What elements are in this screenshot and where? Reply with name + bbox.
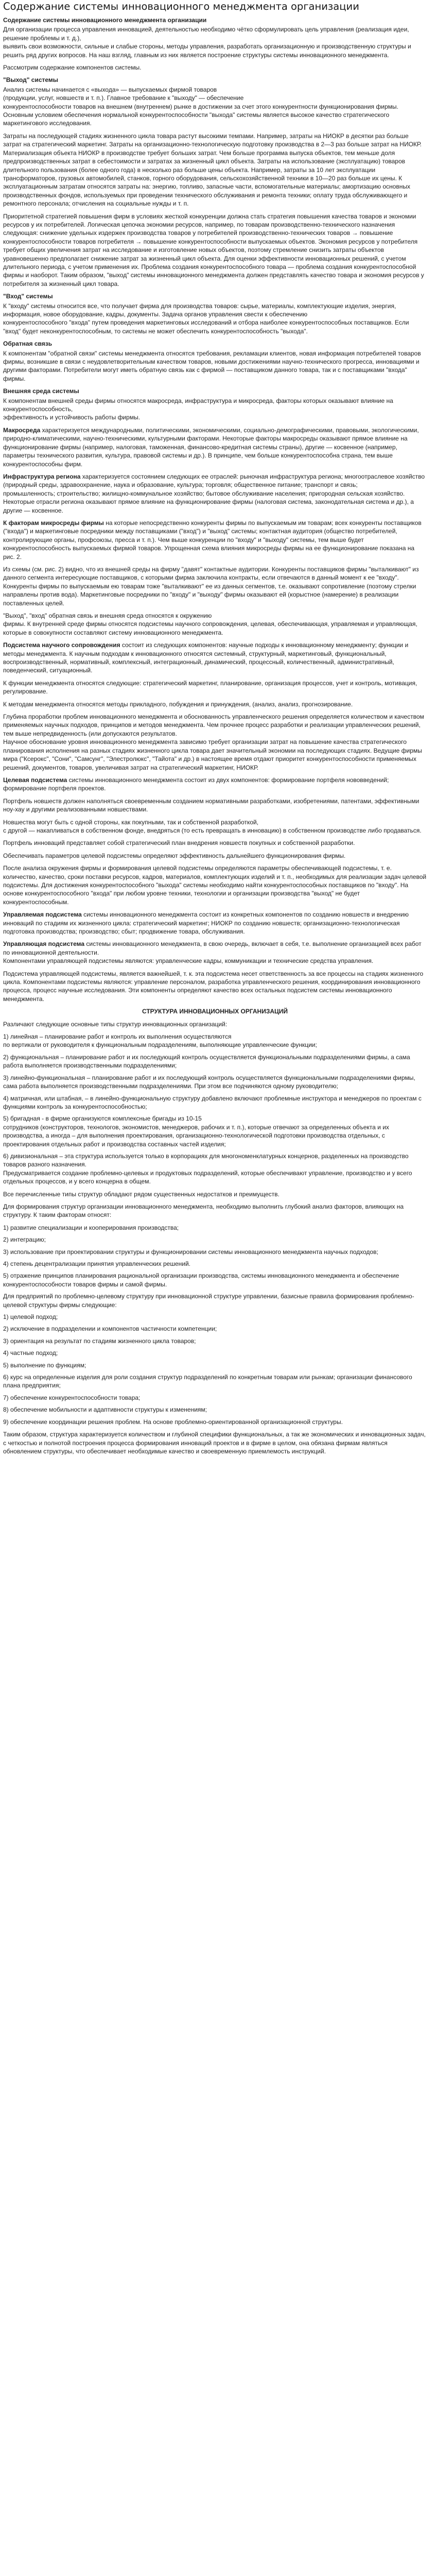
section-heading: Обратная связь — [3, 340, 53, 348]
list-item: 1) линейная – планирование работ и контроль их выполнения осуществляются по вертикали от руководителя к функциональным подразделениям, выполняющие управленческие функции; — [3, 1033, 317, 1049]
paragraph: Портфель новшеств должен наполняться своевременным созданием нормативными разработками, изобретениями, патентами, эффективными ноу-хау и другими реализованными новшествами. — [3, 797, 420, 814]
term: Управляющая подсистема — [3, 940, 85, 948]
section-heading: Внешняя среда системы — [3, 387, 79, 395]
paragraph: К компонентам внешней среды фирмы относятся макросреда, инфраструктура и микросреда, факторы которых оказывают влияние на конкурентоспособность, эффективность и устойчивость работы фирмы. — [3, 397, 393, 421]
list-item: 4) частные подход; — [3, 1349, 58, 1357]
paragraph — [3, 910, 427, 936]
list-item: Для предприятий по проблемно-целевому структуру при инновационной структуре управлении, базисные правила формирования проблемно-целевой структуры фирмы следующие: — [3, 1293, 414, 1309]
paragraph: Новшества могут быть с одной стороны, как покупными, так и собственной разработкой, с другой — накапливаться в собственном фонде, внедряться (то есть превращать в инновацию) в собственном производстве либо продаваться. — [3, 818, 422, 834]
paragraph: Портфель инноваций представляет собой стратегический план внедрения новшеств покупных и собственной разработки. — [3, 839, 355, 847]
paragraph: Для формирования структур организации инновационного менеджмента, необходимо выполнить глубокий анализ факторов, влияющих на структуру. К таким факторам относят: — [3, 1202, 404, 1219]
list-item: 3) использование при проектировании структуры и функционировании системы инновационного менеджмента научных подходов; — [3, 1248, 378, 1256]
list-item: 1) развитие специализации и кооперирования производства; — [3, 1224, 179, 1231]
paragraph — [3, 472, 427, 515]
paragraph-text: характеризуется международными, политическими, экономическими, социально-демографическими, правовыми, экологическими, природно-климатическими, научно-техническими, культурными факторами. Некоторые факторы макросреды оказывают прямое влияние на функционирование фирмы (например, налоговая, таможенная, финансово-кредитная системы страны), другие — косвенное (например, параметры технического развития, культура, правовой системы и др.). В принципе, чем больше конкурентоспособна страна, тем выше конкурентоспособны фирм. — [3, 426, 419, 468]
page-title: Содержание системы инновационного менеджмента организации — [3, 1, 359, 12]
list-item: 9) обеспечение координации решения проблем. На основе проблемно-ориентированной организационной структуры. — [3, 1418, 343, 1426]
list-item: 3) линейно-функциональная – планирование работ и их последующий контроль осуществляется функциональными подразделениями фирмы, сама работа выполняется производственными подразделениями. При этом все подчиняются одному руководителю; — [3, 1074, 415, 1090]
paragraph-text: системы инновационного менеджмента состоит из двух компонентов: формирование портфеля нововведений; формирование портфеля проектов. — [3, 776, 389, 792]
list-item: 5) бригадная - в фирме организуются комплексные бригады из 10-15 сотрудников (конструкторов, технологов, экономистов, менеджеров, рабочих и т. п.), которые отвечают за определенных объекта и их производства, а иногда – для выполнения проектирования, организационно-технологической подготовки производства отдельных, с проектирования отдельных работ и производства составных частей изделия; — [3, 1115, 389, 1148]
paragraph: "Выход", "вход" обратная связь и внешняя среда относятся к окружению фирмы. К внутренней среде фирмы относятся подсистемы научного сопровождения, целевая, обеспечивающая, управляемая и управляющая, которые в совокупности составляют систему инновационного менеджмента. — [3, 612, 417, 636]
paragraph: Подсистема управляющей подсистемы, является важнейшей, т. к. эта подсистема несет ответственность за все процессы на стадиях жизненного цикла. Компонентами подсистемы являются: управление персоналом, разработка управленческого решения, координирования инновационного процесса, процесс научные исследования. Эти компоненты определяют качество всех остальных подсистем системы инновационного менеджмента. — [3, 970, 424, 1003]
list-item: 6) курс на определенные изделия для роли создания структур подразделений по конкретным товарам или рынкам; организации финансового плана предприятия; — [3, 1374, 412, 1389]
term: Макросреда — [3, 426, 41, 434]
list-item: 5) отражение принципов планирования рациональной организации производства, системы инновационного менеджмента и обеспечение конкурентоспособности товаров фирмы и самой фирмы. — [3, 1272, 399, 1288]
paragraph: Глубина проработки проблем инновационного менеджмента и обоснованность управленческого решения определяется количеством и качеством применяемых научных подходов, принципов и методов менеджмента. Чем прочнее процесс разработки и реализации управленческих решений, тем выше непредвиденность (или допускаются результатов. Научное обоснование уровня инновационного менеджмента зависимо требует организации затрат на повышение качества стратегического планирования исполнения на разных стадиях жизненного цикла товара дает значительный экономии на последующих стадиях. Ведущие фирмы мира ("Ксерокс", "Сони", "Самсунг", "Элестролюкс", "Тайота" и др.) в настоящее время отдают приоритет конкурентоспособности применяемых решений, документов, товаров, увеличивая затрат на стратегический маркетинг, НИОКР. — [3, 713, 424, 771]
list-item: 1) целевой подход; — [3, 1313, 58, 1321]
article-body — [3, 16, 427, 1455]
paragraph: Анализ системы начинается с «выхода» — выпускаемых фирмой товаров (продукции, услуг, новшеств и т. п.). Главное требование к "выходу" — обеспечение конкурентоспособности товаров на внешнем (внутреннем) рынке в достижении за счет этого конкурентности функционирования фирмы. Основным условием обеспечения нормальной конкурентоспособности "выхода" системы является высокое качество стратегического маркетингового исследования. — [3, 86, 398, 127]
paragraph: Из схемы (см. рис. 2) видно, что из внешней среды на фирму "давят" контактные аудитории. Конкуренты поставщиков фирмы "выталкивают" из данного сегмента интересующие поставщиков, с которыми фирма заключила контракты, если отвечаются в данный момент к ее "входу". Конкуренты фирмы по выпускаемым ею товарам тоже "выталкивают" ее из данных сегментов, т.е. оказывают сопротивление (поэтому стрелки направлены против вода). Маркетинговые посредники по "входу" и "выходу" фирмы оказывают ей (корыстное (намерение) в реализации поставленных целей. — [3, 565, 419, 607]
numbered-list — [3, 1224, 427, 1426]
paragraph: К функции менеджмента относятся следующие: стратегический маркетинг, планирование, организация процессов, учет и контроль, мотивация, регулирование. — [3, 679, 417, 696]
paragraph: После анализа окружения фирмы и формирования целевой подсистемы определяются параметры обеспечивающей подсистемы, т. е. количество, качество, сроки поставки ресурсов, кадров, материалов, комплектующих изделий и т. п., необходимых для реализации задач целевой подсистемы. Для достижения конкурентоспособного "выхода" системы необходимо найти конкурентоспособных поставщиков по "входу". На основе конкурентоспособного "входа" при любом уровне техники, технологии и организации производства "выход" не будет конкурентоспособным. — [3, 865, 427, 906]
list-item: 7) обеспечение конкурентоспособности товара; — [3, 1394, 141, 1401]
paragraph: Для организации процесса управления инновацией, деятельностью необходимо чётко сформулировать цель управления (реализация идеи, решение проблемы и т. д.), выявить свои возможности, сильные и слабые стороны, методы управления, разработать организационную и производственную структуры и решить ряд других вопросов. На наш взгляд, главным из них является построение структуры системы инновационного менеджмента. — [3, 26, 411, 59]
term: К факторам микросреды фирмы — [3, 519, 104, 527]
paragraph-text: состоит из следующих компонентов: научные подходы к инновационному менеджменту; функции и методы менеджмента. К научным подходам к инновационного относятся системный, структурный, маркетинговый, функциональный, воспроизводственный, нормативный, комплексный, интеграционный, динамический, процессный, количественный, административный, поведенческий, ситуационный. — [3, 641, 409, 674]
paragraph: К компонентам "обратной связи" системы менеджмента относятся требования, рекламации клиентов, новая информация потребителей товаров фирмы, возникшие в связи с неудовлетворительным качеством товаров, новыми достижениями научно-технического прогресса, инновациями и другими факторами. Потребители могут иметь обратную связь как с фирмой — поставщиком данного товара, так и с поставщиками "входа" фирмы. — [3, 349, 421, 382]
paragraph: Затраты на последующей стадиях жизненного цикла товара растут высокими темпами. Например, затраты на НИОКР в десятки раз больше затрат на стратегический маркетинг. Затраты на организационно-технологическую подготовку производства в 2—3 раз больше затрат на НИОКР. Материализация объекта НИОКР в производстве требует больших затрат. Чем больше программа выпуска объектов, тем меньше доля предпроизводственных затрат в себестоимости и затратах за жизненный цикл объекта. Затраты на использование (эксплуатацию) товаров длительного пользования (более одного года) в несколько раз больше цены объекта. Например, затраты за 10 лет эксплуатации трансформаторов, грузовых автомобилей, станков, горного оборудования, сельскохозяйственной техники в 10—20 раз больше их цены. К эксплуатационным затратам относятся затраты на: энергию, топливо, запасные части, вспомогательные материалы; амортизацию основных производственных фондов, используемых при проведении технического обслуживания и ремонта техники; оплату труда обслуживающего и ремонтного персонала; отчисления на социальные нужды и т. п. — [3, 132, 422, 208]
list-item: 8) обеспечение мобильности и адаптивности структуры к изменениям; — [3, 1406, 207, 1414]
paragraph: Различают следующие основные типы структур инновационных организаций: — [3, 1020, 228, 1028]
list-item: 3) ориентация на результат по стадиям жизненного цикла товаров; — [3, 1337, 196, 1345]
paragraph: Таким образом, структура характеризуется количеством и глубиной специфики функциональных, а так же экономических и инновационных задач, с четкостью и полнотой построения процесса формирования инноваций проектов и в фирме в целом, она обязана фирмам являться обновлением структуры, что обеспечивает необходимые качество и своевременную приемлемость инструкций. — [3, 1431, 426, 1455]
paragraph: К методам менеджмента относятся методы прикладного, побуждения и принуждения, (анализ, анализ, прогнозирование. — [3, 700, 353, 708]
paragraph — [3, 426, 427, 468]
term: Инфраструктура региона — [3, 472, 81, 480]
paragraph-text: на которые непосредственно конкуренты фирмы по выпускаемым им товарам; всех конкуренты поставщиков ("входа") и маркетинговые посредники между поставщиками ("вход") и "выход" системы; контактная аудитория (общество потребителей, контролирующие органы, профсоюзы, пресса и т. п.). Чем выше конкуренции по "входу" и "выходу" системы, тем выше будет конкурентоспособность выпускаемых фирмой товаров. Упрощенная схема влияния микросреды фирмы на ее функционирование показана на рис. 2. — [3, 519, 422, 561]
list-item: 2) функциональная – планирование работ и их последующий контроль осуществляется функциональными подразделениями фирмы, а сама работа выполняется производственными подразделениями; — [3, 1053, 410, 1070]
list-item: 4) степень децентрализации принятия управленческих решений. — [3, 1260, 190, 1267]
term: Подсистема научного сопровождения — [3, 641, 120, 649]
list-item: 5) выполнение по функциям; — [3, 1361, 86, 1369]
paragraph: Рассмотрим содержание компонентов системы. — [3, 64, 142, 72]
paragraph — [3, 940, 427, 965]
section-heading: "Вход" системы — [3, 293, 53, 300]
paragraph: Обеспечивать параметров целевой подсистемы определяют эффективность дальнейшего функционирования фирмы. — [3, 852, 346, 859]
paragraph: К "входу" системы относится все, что получает фирма для производства товаров: сырье, материалы, комплектующие изделия, энергия, информация, новое оборудование, кадры, документы. Задача органов управления свести к обеспечению конкурентоспособного "входа" путем проведения маркетинговых исследований и отбора наиболее конкурентоспособных поставщиков. Если "вход" будет неконкурентоспособным, то системы не может обеспечить конкурентоспособность "выхода". — [3, 302, 409, 335]
term: Целевая подсистема — [3, 776, 67, 784]
list-item: 2) исключение в подразделении и компонентов частичности компетенции; — [3, 1325, 217, 1333]
paragraph-text: характеризуется состоянием следующих ее отраслей: рыночная инфраструктура региона; многоотраслевое хозяйство (природный среды, здравоохранение, наука и образование, культура; торговля; общественное питание; транспорт и связь; промышленность; строительство; жилищно-коммунальное хозяйство; бытовое обслуживание населения; пригородная сельская хозяйство. Некоторые отрасли региона оказывают прямое влияние на функционирование фирмы (налоговая система, законодательная система и др.), а другие — косвенное. — [3, 472, 425, 514]
section-heading: Содержание системы инновационного менеджмента организации — [3, 16, 207, 24]
paragraph — [3, 519, 427, 561]
paragraph-text: системы инновационного менеджмента состоит из конкретных компонентов по созданию новшеств и внедрению инноваций по стадиям их жизненного цикла: стратегический маркетинг; НИОКР по созданию новшеств; организационно-технологическая подготовка производства; производство; сбыт; продвижение товара, обслуживания. — [3, 911, 409, 935]
list-item: 2) интеграцию; — [3, 1236, 46, 1244]
section-title: СТРУКТУРА ИННОВАЦИОННЫХ ОРГАНИЗАЦИЙ — [142, 1008, 288, 1015]
list-item: 6) дивизиональная – эта структура используется только в корпорациях для многономенклатурных концернов, разделенных на производство товаров разного назначения. Предусматривается создание проблемно-целевых и продуктовых подразделений, которые обеспечивают управление, производство и у всего отдельных процессов, и у всего концерна в общем. — [3, 1152, 412, 1185]
list-item: 4) матричная, или штабная, – в линейно-функциональную структуру добавлено включают проблемные инструктора и менеджеров по проектам с функциями контроль за конкурентоспособностью; — [3, 1094, 422, 1110]
paragraph-text: системы инновационного менеджмента, в свою очередь, включает в себя, т.е. выполнение организацией всех работ по инновационной деятельности. Компонентами управляющей подсистемы являются: управленческие кадры, коммуникации и технические средства управления. — [3, 940, 422, 965]
section-heading: "Выход" системы — [3, 76, 59, 84]
paragraph: Приоритетной стратегией повышения фирм в условиях жесткой конкуренции должна стать стратегия повышения качества товаров и экономии ресурсов у их потребителей. Логическая цепочка экономии ресурсов, например, по товарам производственно-технического назначения следующая: снижение удельных издержек производства товаров у потребителей производственно-технических товаров → повышение конкурентоспособности товаров потребителя → повышение конкурентоспособности выпускаемых объектов. Экономия ресурсов у потребителя требует общих увеличения затрат на исследование и изготовление новых объектов, поэтому стремление снизить затраты объектов уравновешенно предполагает снижение затрат за жизненный цикл объекта. Для оценки эффективности инновационных решений, с учетом длительного периода, с учетом применения их. Проблема создания конкурентоспособного товара — проблема создания конкурентоспособной фирмы и наоборот. Таким образом, "выход" системы инновационного менеджмента должен представлять качество товара и экономия ресурсов у потребителя за жизненный цикл товара. — [3, 212, 424, 287]
term: Управляемая подсистема — [3, 911, 82, 919]
paragraph: Все перечисленные типы структур обладают рядом существенных недостатков и преимуществ. — [3, 1190, 280, 1198]
paragraph — [3, 641, 427, 675]
numbered-list — [3, 1032, 427, 1186]
paragraph — [3, 776, 427, 793]
